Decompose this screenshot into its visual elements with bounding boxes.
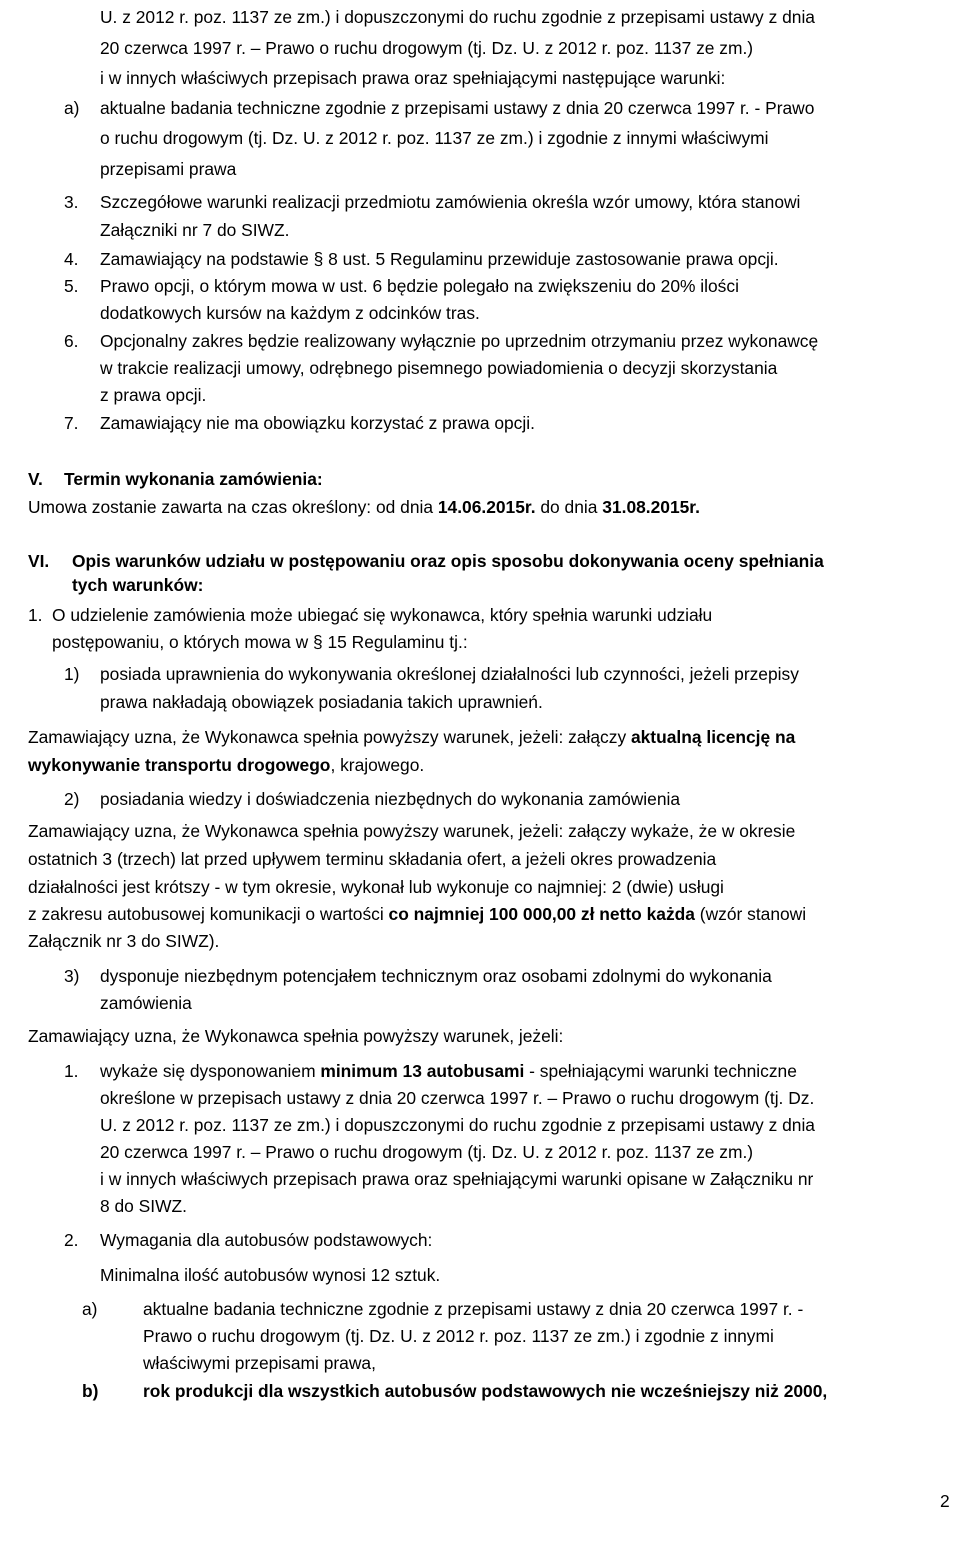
text-line: 8 do SIWZ.: [100, 1196, 187, 1216]
text-line: zamówienia: [100, 993, 192, 1013]
section-title: Termin wykonania zamówienia:: [64, 469, 323, 489]
text-line: z prawa opcji.: [100, 385, 207, 405]
text-line: 20 czerwca 1997 r. – Prawo o ruchu drogowym (tj. Dz. U. z 2012 r. poz. 1137 ze zm.): [100, 38, 754, 58]
list-number: 2.: [64, 1230, 79, 1250]
text-line: [28, 754, 424, 776]
text-line: Prawo o ruchu drogowym (tj. Dz. U. z 2012 r. poz. 1137 ze zm.) i zgodnie z innymi: [143, 1326, 774, 1346]
list-number: 3.: [64, 192, 79, 212]
text-line: aktualne badania techniczne zgodnie z przepisami ustawy z dnia 20 czerwca 1997 r. - Prawo: [100, 98, 815, 118]
text-line: aktualne badania techniczne zgodnie z przepisami ustawy z dnia 20 czerwca 1997 r. -: [143, 1299, 804, 1319]
text-span: Zamawiający uzna, że Wykonawca spełnia powyższy warunek, jeżeli: załączy: [28, 727, 631, 747]
list-number: 5.: [64, 276, 79, 296]
text-line: O udzielenie zamówienia może ubiegać się wykonawca, który spełnia warunki udziału: [52, 605, 713, 625]
text-line: [28, 726, 795, 748]
emphasis: co najmniej 100 000,00 zł netto każda: [388, 904, 695, 924]
text-span: wykaże się dysponowaniem: [100, 1061, 321, 1081]
text-span: (wzór stanowi: [694, 904, 807, 924]
text-line: [28, 903, 806, 925]
text-line: i w innych właściwych przepisach prawa oraz spełniającymi warunki opisane w Załączniku nr: [100, 1169, 814, 1189]
text-line: [28, 496, 700, 518]
section-title: tych warunków:: [72, 575, 204, 595]
text-line: 20 czerwca 1997 r. – Prawo o ruchu drogowym (tj. Dz. U. z 2012 r. poz. 1137 ze zm.): [100, 1142, 754, 1162]
list-number: 1.: [64, 1061, 79, 1081]
emphasis: minimum 13 autobusami: [320, 1061, 525, 1081]
text-line: Szczegółowe warunki realizacji przedmiotu zamówienia określa wzór umowy, która stanowi: [100, 192, 801, 212]
text-line: i w innych właściwych przepisach prawa oraz spełniającymi następujące warunki:: [100, 68, 726, 88]
text-span: do dnia: [535, 497, 603, 517]
date-from: 14.06.2015r.: [437, 497, 536, 517]
text-line: Zamawiający na podstawie § 8 ust. 5 Regulaminu przewiduje zastosowanie prawa opcji.: [100, 249, 779, 269]
text-span: Umowa zostanie zawarta na czas określony: od dnia: [28, 497, 438, 517]
text-span: z zakresu autobusowej komunikacji o wartości: [28, 904, 389, 924]
text-line: dodatkowych kursów na każdym z odcinków tras.: [100, 303, 480, 323]
list-marker: a): [64, 98, 80, 118]
text-line: dysponuje niezbędnym potencjałem technicznym oraz osobami zdolnymi do wykonania: [100, 966, 772, 986]
section-number: V.: [28, 469, 43, 489]
text-line: Zamawiający uzna, że Wykonawca spełnia powyższy warunek, jeżeli:: [28, 1026, 564, 1046]
text-line: w trakcie realizacji umowy, odrębnego pisemnego powiadomienia o decyzji skorzystania: [100, 358, 778, 378]
text-line: U. z 2012 r. poz. 1137 ze zm.) i dopuszczonymi do ruchu zgodnie z przepisami ustawy z dnia: [100, 1115, 815, 1135]
text-line: działalności jest krótszy - w tym okresie, wykonał lub wykonuje co najmniej: 2 (dwie) usługi: [28, 877, 724, 897]
text-span: - spełniającymi warunki techniczne: [524, 1061, 797, 1081]
text-line: Załączniki nr 7 do SIWZ.: [100, 220, 290, 240]
list-number: 1.: [28, 605, 43, 625]
page-number: 2: [940, 1491, 950, 1511]
text-line: Opcjonalny zakres będzie realizowany wyłącznie po uprzednim otrzymaniu przez wykonawcę: [100, 331, 819, 351]
text-line: o ruchu drogowym (tj. Dz. U. z 2012 r. poz. 1137 ze zm.) i zgodnie z innymi właściwymi: [100, 128, 769, 148]
text-line: Zamawiający nie ma obowiązku korzystać z prawa opcji.: [100, 413, 535, 433]
list-number: 6.: [64, 331, 79, 351]
text-line: prawa nakładają obowiązek posiadania takich uprawnień.: [100, 692, 543, 712]
date-to: 31.08.2015r.: [602, 497, 700, 517]
text-line: rok produkcji dla wszystkich autobusów podstawowych nie wcześniejszy niż 2000,: [143, 1381, 828, 1401]
text-line: ostatnich 3 (trzech) lat przed upływem terminu składania ofert, a jeżeli okres prowadzenia: [28, 849, 717, 869]
text-line: Wymagania dla autobusów podstawowych:: [100, 1230, 433, 1250]
text-line: [100, 1060, 797, 1082]
section-title: Opis warunków udziału w postępowaniu oraz opis sposobu dokonywania oceny spełniania: [72, 551, 824, 571]
text-line: Prawo opcji, o którym mowa w ust. 6 będzie polegało na zwiększeniu do 20% ilości: [100, 276, 739, 296]
text-line: właściwymi przepisami prawa,: [143, 1353, 376, 1373]
list-marker: b): [82, 1381, 99, 1401]
text-line: posiadania wiedzy i doświadczenia niezbędnych do wykonania zamówienia: [100, 789, 681, 809]
emphasis: aktualną licencję na: [630, 727, 796, 747]
section-number: VI.: [28, 551, 50, 571]
emphasis: wykonywanie transportu drogowego: [28, 755, 331, 775]
list-number: 2): [64, 789, 80, 809]
list-number: 3): [64, 966, 80, 986]
text-line: przepisami prawa: [100, 159, 237, 179]
text-line: Minimalna ilość autobusów wynosi 12 sztuk.: [100, 1265, 441, 1285]
list-number: 4.: [64, 249, 79, 269]
text-line: posiada uprawnienia do wykonywania określonej działalności lub czynności, jeżeli przepisy: [100, 664, 799, 684]
text-line: Załącznik nr 3 do SIWZ).: [28, 931, 220, 951]
list-marker: a): [82, 1299, 98, 1319]
text-span: , krajowego.: [330, 755, 425, 775]
list-number: 1): [64, 664, 80, 684]
text-line: Zamawiający uzna, że Wykonawca spełnia powyższy warunek, jeżeli: załączy wykaże, że w okresie: [28, 821, 796, 841]
text-line: postępowaniu, o których mowa w § 15 Regulaminu tj.:: [52, 632, 468, 652]
text-line: określone w przepisach ustawy z dnia 20 czerwca 1997 r. – Prawo o ruchu drogowym (tj. Dz.: [100, 1088, 815, 1108]
text-line: U. z 2012 r. poz. 1137 ze zm.) i dopuszczonymi do ruchu zgodnie z przepisami ustawy z dnia: [100, 7, 815, 27]
list-number: 7.: [64, 413, 79, 433]
